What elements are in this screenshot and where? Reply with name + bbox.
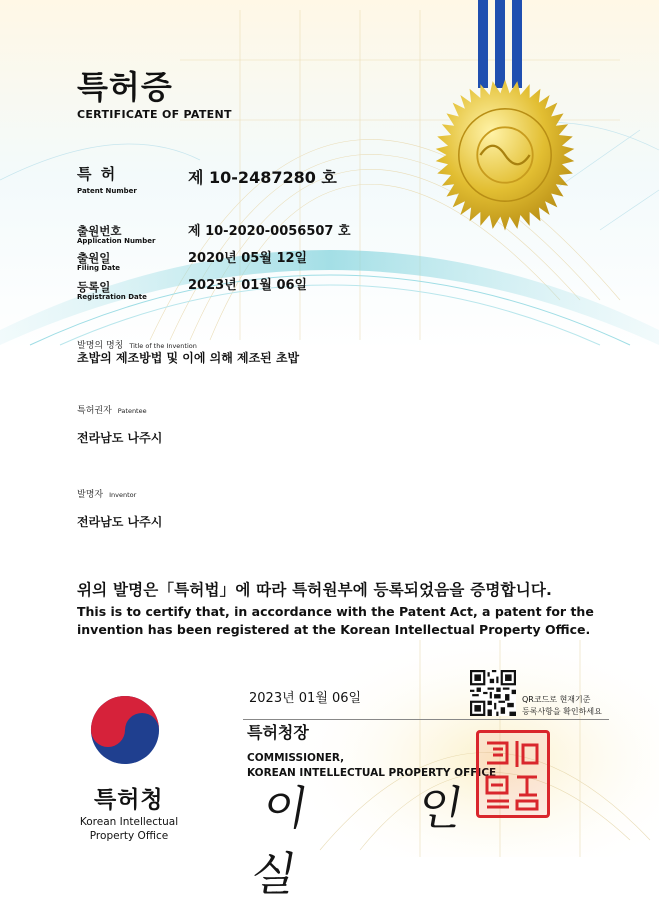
inventor-value: 전라남도 나주시 bbox=[77, 515, 163, 529]
blue-ribbon-right bbox=[512, 0, 522, 88]
patentee-label-ko: 특허권자 bbox=[77, 406, 112, 416]
invention-title-value: 초밥의 제조방법 및 이에 의해 제조된 초밥 bbox=[77, 351, 300, 365]
qr-instruction-line2: 등록사항을 확인하세요 bbox=[522, 707, 602, 716]
certification-statement-en: This is to certify that, in accordance with the Patent Act, a patent for the invention has been registered at the Korean Intellectual Property Office. bbox=[77, 604, 594, 637]
org-name-en-line2: Property Office bbox=[89, 830, 169, 842]
commissioner-signature: 이 인 실 bbox=[246, 781, 516, 901]
filing-date-label-ko: 출원일 bbox=[77, 251, 111, 265]
blue-ribbon-mid bbox=[495, 0, 505, 88]
certification-statement-ko: 위의 발명은「특허법」에 따라 특허원부에 등록되었음을 증명합니다. bbox=[77, 581, 553, 599]
filing-date-label-en: Filing Date bbox=[77, 264, 121, 272]
title-ko: 특허증 bbox=[77, 68, 173, 106]
issue-date: 2023년 01월 06일 bbox=[249, 691, 362, 706]
patentee-label bbox=[77, 398, 147, 417]
invention-label-en: Title of the Invention bbox=[129, 342, 197, 350]
qr-instruction bbox=[522, 694, 602, 718]
commissioner-title-en-line2: KOREAN INTELLECTUAL PROPERTY OFFICE bbox=[247, 767, 497, 779]
patentee-value: 전라남도 나주시 bbox=[77, 431, 163, 445]
application-number-label-ko: 출원번호 bbox=[77, 224, 122, 238]
blue-ribbon-left bbox=[478, 0, 488, 88]
patentee-label-en: Patentee bbox=[117, 407, 147, 415]
org-name-ko: 특허청 bbox=[94, 787, 164, 813]
org-name-en-line1: Korean Intellectual bbox=[79, 816, 179, 828]
patent-number-value: 제 10-2487280 호 bbox=[188, 168, 337, 187]
registration-date-value: 2023년 01월 06일 bbox=[188, 278, 308, 293]
org-name-en bbox=[74, 815, 184, 843]
application-number-value: 제 10-2020-0056507 호 bbox=[188, 224, 351, 239]
patent-number-label-en: Patent Number bbox=[77, 187, 137, 195]
patent-number-label-ko: 특 허 bbox=[77, 165, 118, 183]
gold-seal-icon bbox=[428, 78, 582, 232]
commissioner-title-en-line1: COMMISSIONER, bbox=[247, 752, 345, 764]
registration-date-label-en: Registration Date bbox=[77, 293, 147, 301]
invention-label-ko: 발명의 명칭 bbox=[77, 341, 124, 351]
official-stamp-icon bbox=[476, 730, 550, 818]
kipo-taegeuk-logo-icon bbox=[88, 693, 162, 767]
title-en: CERTIFICATE OF PATENT bbox=[77, 108, 232, 121]
inventor-label-ko: 발명자 bbox=[77, 490, 104, 500]
qr-code-icon[interactable] bbox=[470, 670, 516, 716]
inventor-label-en: Inventor bbox=[109, 491, 137, 499]
inventor-label bbox=[77, 482, 136, 501]
filing-date-value: 2020년 05월 12일 bbox=[188, 251, 308, 266]
qr-instruction-line1: QR코드로 현재기준 bbox=[522, 695, 591, 704]
commissioner-title-ko: 특허청장 bbox=[247, 723, 309, 742]
registration-date-label-ko: 등록일 bbox=[77, 280, 111, 294]
application-number-label-en: Application Number bbox=[77, 237, 156, 245]
